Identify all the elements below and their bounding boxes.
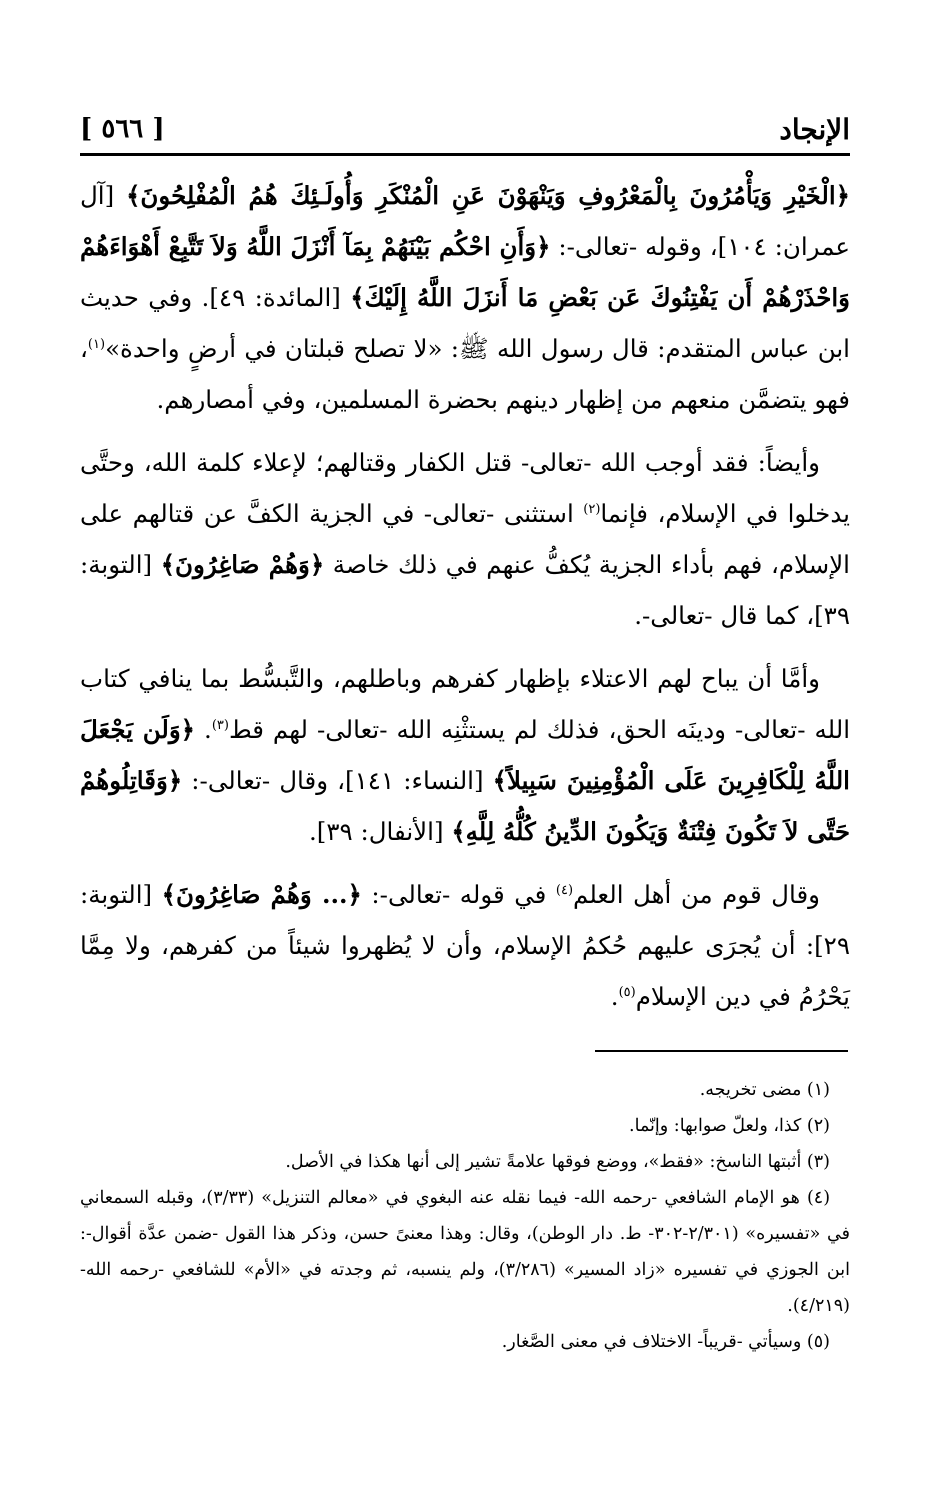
text-span: [آل عمران: ١٠٤]، وقوله -تعالى-:: [80, 181, 850, 261]
footnote-3: (٣) أثبتها الناسخ: «فقط»، ووضع فوقها علامةً تشير إلى أنها هكذا في الأصل.: [285, 1152, 830, 1172]
page-header: [80, 108, 850, 150]
footnotes: [80, 1072, 850, 1360]
paragraph-3: [80, 653, 850, 857]
paragraph-1: [80, 170, 850, 425]
text-span: [المائدة: ٤٩]. وفي حديث ابن عباس المتقدم: قال رسول الله ﷺ: «لا تصلح قبلتان في أرضٍ واحدة»: [80, 283, 850, 363]
text-span: ، فهو يتضمَّن منعهم من إظهار دينهم بحضرة المسلمين، وفي أمصارهم.: [80, 334, 850, 414]
footnote-2: (٢) كذا، ولعلّ صوابها: وإنّما.: [629, 1116, 830, 1136]
quran-verse: ﴿وَأَنِ احْكُم بَيْنَهُمْ بِمَآ أَنْزَلَ اللَّهُ وَلاَ تَتَّبِعْ أَهْوَاءَهُمْ وَاحْذَرْهُمْ أَن يَفْتِنُوكَ عَن بَعْضِ مَا أَنزَلَ اللَّهُ إِلَيْكَ﴾: [80, 232, 850, 312]
text-span: وقال قوم من أهل العلم: [573, 880, 820, 909]
quran-verse: ﴿وَقَاتِلُوهُمْ حَتَّى لاَ تَكُونَ فِتْنَةٌ وَيَكُونَ الدِّينُ كُلُّهُ لِلَّهِ﴾: [80, 766, 850, 846]
text-span: [النساء: ١٤١]، وقال -تعالى-:: [182, 766, 493, 795]
paragraph-4: [80, 869, 850, 1022]
quran-verse: ﴿... وَهُمْ صَاغِرُونَ﴾: [161, 880, 362, 909]
text-span: .: [195, 715, 212, 744]
footnote-divider: [595, 1050, 848, 1052]
quran-verse: ﴿وَلَن يَجْعَلَ اللَّهُ لِلْكَافِرِينَ عَلَى الْمُؤْمِنِينَ سَبِيلاً﴾: [80, 715, 850, 795]
footnote-ref[interactable]: (٤): [555, 882, 574, 898]
text-span: [التوبة: ٢٩]: أن يُجرَى عليهم حُكمُ الإسلام، وأن لا يُظهروا شيئاً من كفرهم، ولا مِمَّا يَحْرُمُ في دين الإسلام: [80, 880, 850, 1011]
text-span: .: [610, 982, 619, 1011]
footnote-4: (٤) هو الإمام الشافعي -رحمه الله- فيما نقله عنه البغوي في «معالم التنزيل» (٣/٣٣)، وقبله السمعاني في «تفسيره» (٢/٣٠١-٣٠٢- ط. دار الوطن)، وقال: وهذا معنىً حسن، وذكر هذا القول -ضمن عدَّة أقوال-: ابن الجوزي في تفسيره «زاد المسير» (٣/٢٨٦)، ولم ينسبه، ثم وجدته في «الأم» للشافعي -رحمه الله- (٤/٢١٩).: [80, 1188, 850, 1316]
text-span: [التوبة: ٣٩]، كما قال -تعالى-.: [80, 550, 850, 630]
footnote-5: (٥) وسيأتي -قريباً- الاختلاف في معنى الصَّغار.: [501, 1332, 830, 1352]
running-title: الإنجاد: [779, 112, 850, 146]
header-divider: [80, 153, 850, 156]
text-span: [الأنفال: ٣٩].: [308, 817, 452, 846]
footnote-ref[interactable]: (٢): [583, 501, 601, 517]
footnote-ref[interactable]: (١): [87, 336, 106, 352]
text-span: استثنى -تعالى- في الجزية الكفَّ عن قتالهم على الإسلام، فهم بأداء الجزية يُكفُّ عنهم في ذلك خاصة: [80, 499, 850, 579]
page-number: [ ٥٦٦ ]: [80, 114, 165, 144]
text-span: وأيضاً: فقد أوجب الله -تعالى- قتل الكفار وقتالهم؛ لإعلاء كلمة الله، وحتَّى يدخلوا في الإسلام، فإنما: [80, 448, 850, 528]
quran-verse: ﴿الْخَيْرِ وَيَأْمُرُونَ بِالْمَعْرُوفِ وَيَنْهَوْنَ عَنِ الْمُنْكَرِ وَأُولَـئِكَ هُمُ الْمُفْلِحُونَ﴾: [126, 181, 850, 210]
text-span: وأمَّا أن يباح لهم الاعتلاء بإظهار كفرهم وباطلهم، والتَّبسُّط بما ينافي كتاب الله -تعالى- ودينَه الحق، فذلك لم يستثْنِه الله -تعالى- لهم قط: [80, 664, 850, 744]
footnote-ref[interactable]: (٣): [211, 717, 229, 733]
main-text: [80, 170, 850, 1034]
footnote-1: (١) مضى تخريجه.: [699, 1080, 830, 1100]
footnote-ref[interactable]: (٥): [618, 984, 636, 1000]
quran-verse: ﴿وَهُمْ صَاغِرُونَ﴾: [160, 550, 325, 579]
text-span: في قوله -تعالى-:: [361, 880, 556, 909]
paragraph-2: [80, 437, 850, 641]
